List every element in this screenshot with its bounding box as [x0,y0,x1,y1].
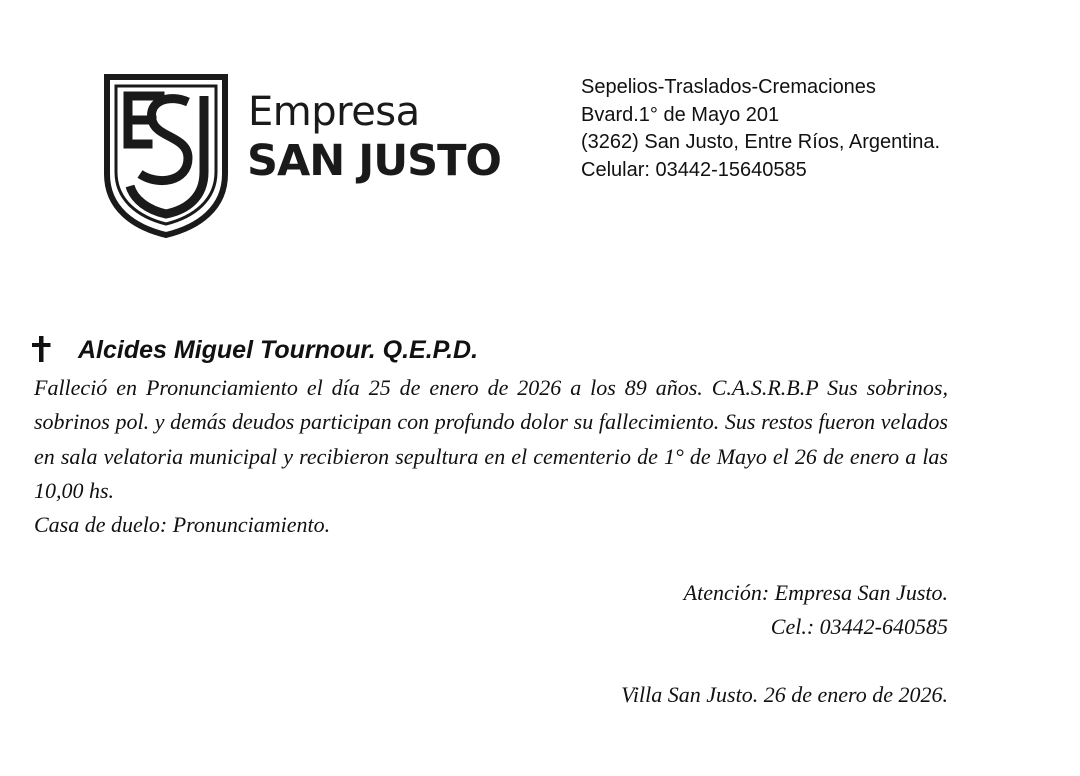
place-date: Villa San Justo. 26 de enero de 2026. [621,682,948,707]
obituary-text [34,371,948,542]
services-line: Sepelios-Traslados-Cremaciones [581,76,876,98]
address-line: Bvard.1° de Mayo 201 [581,103,780,126]
city-line: (3262) San Justo, Entre Ríos, Argentina. [581,131,941,153]
cellphone-line: Celular: 03442-15640585 [581,158,807,181]
attention-block [684,576,948,645]
attention-phone: Cel.: 03442-640585 [770,614,948,640]
brand-name-line1: Empresa [248,89,420,135]
es-shield-monogram-icon [104,74,228,238]
brand-name-line2: SAN JUSTO [247,136,501,186]
house-of-mourning: Casa de duelo: Pronunciamiento. [34,512,331,538]
attention-line: Atención: Empresa San Justo. [683,580,948,605]
latin-cross-icon [30,334,52,364]
obituary-paragraph: Falleció en Pronunciamiento el día 25 de enero de 2026 a los 89 años. C.A.S.R.B.P Sus sobrinos, sobrinos pol. y demás deudos participan con profundo dolor su fallecimiento. Sus restos fueron velados en sala velatoria municipal y recibieron sepultura en el cementerio de 1° de Mayo el 26 de enero a las 10,00 hs. [34,375,948,503]
contact-block [581,74,1021,184]
deceased-name: Alcides Miguel Tournour. Q.E.P.D. [78,336,479,364]
